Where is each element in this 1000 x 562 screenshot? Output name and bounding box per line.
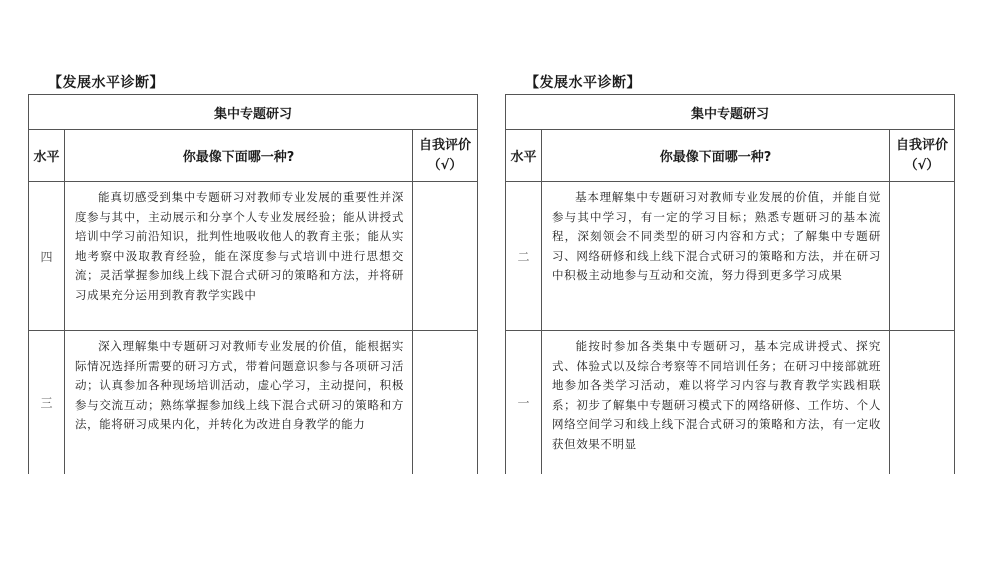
diagnosis-table: [28, 94, 478, 474]
diagnosis-panel-left: [28, 73, 478, 474]
checkmark-label: （√）: [904, 157, 940, 173]
self-eval-label: 自我评价: [895, 137, 948, 153]
table-title: 集中专题研习: [29, 95, 478, 130]
description-text: 基本理解集中专题研习对教师专业发展的价值，并能自觉参与其中学习，有一定的学习目标；熟悉专题研习的基本流程，深刻领会不同类型的研习内容和方式；了解集中专题研习、网络研修和线上线下混合式研习的策略和方法，并在研习中积极主动地参与互动和交流，努力得到更多学习成果: [552, 190, 881, 283]
table-title: 集中专题研习: [506, 95, 955, 130]
level-cell: 三: [29, 331, 65, 475]
level-header: 水平: [506, 130, 542, 182]
table-row: [29, 331, 478, 475]
level-header: 水平: [29, 130, 65, 182]
description-text: 深入理解集中专题研习对教师专业发展的价值，能根据实际情况选择所需要的研习方式，带着问题意识参与各项研习活动；认真参加各种现场培训活动，虚心学习，主动提问，积极参与交流互动；熟练掌握参加线上线下混合式研习的策略和方法，能将研习成果内化，并转化为改进自身教学的能力: [75, 339, 404, 432]
section-title: 【发展水平诊断】: [48, 75, 164, 91]
table-row: [506, 331, 955, 475]
self-eval-header: [412, 130, 477, 182]
table-row: [29, 182, 478, 331]
self-eval-cell[interactable]: [889, 182, 954, 331]
description-cell: [542, 331, 890, 475]
question-header: 你最像下面哪一种?: [65, 130, 413, 182]
description-text: 能真切感受到集中专题研习对教师专业发展的重要性并深度参与其中，主动展示和分享个人专业发展经验；能从讲授式培训中学习前沿知识，批判性地吸收他人的教育主张；能从实地考察中汲取教育经验，能在深度参与式培训中进行思想交流；灵活掌握参加线上线下混合式研习的策略和方法，并将研习成果充分运用到教育教学实践中: [75, 190, 404, 302]
checkmark-label: （√）: [427, 157, 463, 173]
description-text: 能按时参加各类集中专题研习，基本完成讲授式、探究式、体验式以及综合考察等不同培训任务；在研习中接部就班地参加各类学习活动，难以将学习内容与教育教学实践相联系；初步了解集中专题研习模式下的网络研修、工作坊、个人网络空间学习和线上线下混合式研习的策略和方法，有一定收获但效果不明显: [552, 339, 881, 451]
self-eval-cell[interactable]: [412, 331, 477, 475]
table-row: [506, 182, 955, 331]
level-cell: 二: [506, 182, 542, 331]
question-header: 你最像下面哪一种?: [542, 130, 890, 182]
self-eval-cell[interactable]: [889, 331, 954, 475]
section-title: 【发展水平诊断】: [525, 75, 641, 91]
self-eval-label: 自我评价: [418, 137, 471, 153]
level-cell: 四: [29, 182, 65, 331]
self-eval-header: [889, 130, 954, 182]
level-cell: 一: [506, 331, 542, 475]
diagnosis-table: [505, 94, 955, 474]
diagnosis-panel-right: [505, 73, 955, 474]
description-cell: [65, 331, 413, 475]
self-eval-cell[interactable]: [412, 182, 477, 331]
description-cell: [542, 182, 890, 331]
description-cell: [65, 182, 413, 331]
